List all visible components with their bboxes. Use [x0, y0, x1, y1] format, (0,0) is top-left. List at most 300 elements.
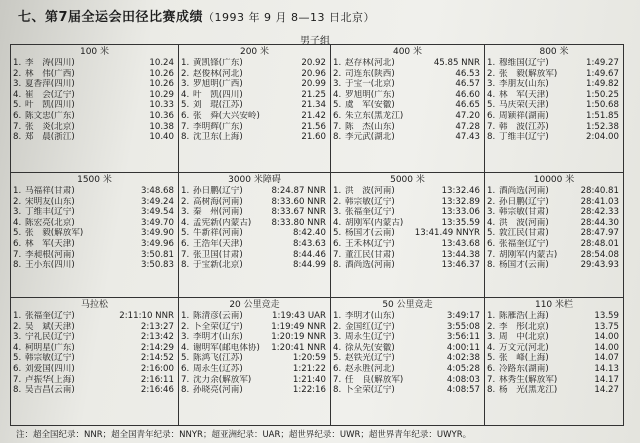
- result-row: [181, 364, 328, 375]
- result: 28:41.03: [580, 196, 619, 207]
- place: 7.: [487, 249, 496, 260]
- result: 4:00:11: [446, 342, 480, 353]
- place: 8.: [333, 385, 342, 396]
- result-row: [487, 69, 621, 80]
- result: 28:42.33: [580, 207, 619, 218]
- result-row: [333, 69, 482, 80]
- event-block: [331, 298, 485, 425]
- place: 7.: [487, 374, 496, 385]
- athlete: 洪 波(河南): [499, 217, 549, 228]
- place: 3.: [181, 207, 190, 218]
- result: 47.20: [455, 110, 480, 121]
- athlete: 吴吉昌(云南): [25, 385, 75, 396]
- place: 7.: [13, 121, 22, 132]
- athlete: 卢振华(上海): [25, 374, 75, 385]
- result-row: [333, 218, 482, 229]
- athlete: 张卫国(甘肃): [193, 249, 243, 260]
- result-row: [13, 218, 176, 229]
- result: 1:20:19 NNR: [271, 332, 326, 343]
- place: 2.: [13, 68, 22, 79]
- athlete: 陈雁浩(上海): [499, 311, 549, 321]
- result-row: [181, 322, 328, 333]
- event-name: 100 米: [79, 47, 110, 57]
- athlete: 刘 琨(江苏): [193, 100, 243, 111]
- result-row: [333, 100, 482, 111]
- result: 3:49.96: [141, 238, 174, 249]
- place: 4.: [333, 342, 342, 353]
- result: 8:24.87 NNR: [271, 186, 326, 196]
- result-row: [181, 207, 328, 218]
- result-row: [13, 207, 176, 218]
- place: 7.: [13, 249, 22, 260]
- athlete: 李元武(湖北): [345, 132, 395, 143]
- athlete: 王小东(四川): [25, 260, 75, 271]
- athlete: 陈 杰(山东): [345, 121, 395, 132]
- result: 13.59: [594, 311, 619, 321]
- result-row: [333, 332, 482, 343]
- result-row: [333, 343, 482, 354]
- result-row: [181, 111, 328, 122]
- result: 3:49.24: [141, 196, 174, 207]
- athlete: 任 良(解放军): [345, 374, 404, 385]
- result: 3:49:17: [446, 311, 480, 321]
- result-row: [181, 260, 328, 271]
- place: 6.: [333, 110, 342, 121]
- place: 5.: [13, 228, 22, 239]
- place: 8.: [181, 260, 190, 271]
- result: 20.92: [301, 58, 326, 68]
- result: 21.42: [301, 110, 326, 121]
- result-row: [333, 322, 482, 333]
- result: 2:14:29: [140, 342, 174, 353]
- result: 3:55:08: [446, 321, 480, 332]
- athlete: 张福奎(辽宁): [345, 207, 395, 218]
- place: 2.: [13, 321, 22, 332]
- result: 10.40: [149, 132, 174, 143]
- event-block: [485, 45, 623, 173]
- athlete: 韩宗敏(甘肃): [499, 207, 549, 218]
- result: 3:49.70: [141, 217, 174, 228]
- result-row: [333, 207, 482, 218]
- result-row: [181, 239, 328, 250]
- event-name: 20 公里竞走: [229, 300, 280, 310]
- athlete: 郑 晨(浙江): [25, 132, 75, 143]
- result: 10.38: [149, 121, 174, 132]
- result: 21.56: [301, 121, 326, 132]
- result-row: [333, 186, 482, 197]
- result: 1:49.67: [586, 68, 619, 79]
- athlete: 杨国才(云南): [499, 260, 549, 271]
- athlete: 徐从先(安徽): [345, 342, 395, 353]
- place: 7.: [13, 374, 22, 385]
- result: 2:16:11: [140, 374, 174, 385]
- result: 21.60: [301, 132, 326, 143]
- result-row: [181, 375, 328, 386]
- place: 1.: [181, 58, 190, 68]
- athlete: 金国红(辽宁): [345, 321, 395, 332]
- result-row: [13, 353, 176, 364]
- place: 7.: [333, 121, 342, 132]
- result: 8:33.67 NNR: [271, 207, 326, 218]
- place: 6.: [181, 110, 190, 121]
- athlete: 林 军(天津): [25, 238, 75, 249]
- place: 1.: [487, 186, 496, 196]
- athlete: 李明辉(广东): [193, 121, 243, 132]
- result: 3:49.90: [141, 228, 174, 239]
- athlete: 李朋友(山东): [499, 79, 549, 90]
- result-row: [487, 79, 621, 90]
- athlete: 叶 凯(四川): [193, 89, 243, 100]
- result-row: [487, 311, 621, 322]
- result: 20.96: [301, 68, 326, 79]
- result: 4:05:28: [446, 363, 480, 374]
- result: 10.29: [149, 89, 174, 100]
- place: 7.: [181, 374, 190, 385]
- result-row: [333, 353, 482, 364]
- result: 47.43: [455, 132, 480, 143]
- place: 5.: [487, 228, 496, 239]
- result-row: [181, 58, 328, 69]
- result: 46.57: [455, 79, 480, 90]
- page-title: [18, 6, 375, 25]
- athlete: 韩宗敏(辽宁): [345, 196, 395, 207]
- athlete: 敦江民(甘肃): [499, 228, 549, 239]
- event-name: 800 米: [539, 47, 569, 57]
- result: 13:44.38: [441, 249, 480, 260]
- event-block: [11, 173, 179, 298]
- athlete: 崔 会(辽宁): [25, 89, 75, 100]
- place: 5.: [333, 100, 342, 111]
- result-row: [333, 239, 482, 250]
- athlete: 周颖祥(湖南): [499, 110, 549, 121]
- place: 5.: [13, 353, 22, 364]
- athlete: 周永生(辽宁): [345, 332, 395, 343]
- result-row: [13, 260, 176, 271]
- result: 3:50.83: [141, 260, 174, 271]
- event-block: [11, 298, 179, 425]
- place: 3.: [181, 332, 190, 343]
- athlete: 杨国才(云南): [345, 228, 395, 239]
- result: 14.17: [594, 374, 619, 385]
- event-block: [11, 45, 179, 173]
- athlete: 穆维国(辽宁): [499, 58, 549, 68]
- athlete: 林秀生(解放军): [499, 374, 558, 385]
- place: 6.: [487, 238, 496, 249]
- athlete: 张福奎(辽宁): [25, 311, 75, 321]
- result: 2:13:27: [140, 321, 174, 332]
- result-row: [181, 79, 328, 90]
- athlete: 夏香萍(四川): [25, 79, 75, 90]
- athlete: 洪 波(河南): [345, 186, 395, 196]
- event-block: [179, 45, 331, 173]
- athlete: 牛新祥(河南): [193, 228, 243, 239]
- place: 1.: [333, 58, 342, 68]
- result: 2:04.00: [586, 132, 619, 143]
- place: 5.: [181, 228, 190, 239]
- event-name: 1500 米: [77, 175, 112, 185]
- result: 10.36: [149, 110, 174, 121]
- result: 13:35.59: [441, 217, 480, 228]
- date-subtitle: （1993 年 9 月 8—13 日北京）: [203, 11, 376, 24]
- event-block: [331, 45, 485, 173]
- result: 1:21:40: [292, 374, 326, 385]
- place: 8.: [181, 132, 190, 143]
- result: 46.60: [455, 89, 480, 100]
- result: 46.53: [455, 68, 480, 79]
- result-row: [13, 322, 176, 333]
- place: 3.: [13, 332, 22, 343]
- athlete: 胡刚军(内蒙古): [499, 249, 558, 260]
- place: 4.: [181, 89, 190, 100]
- result: 1:51.85: [586, 110, 619, 121]
- result-row: [13, 364, 176, 375]
- place: 7.: [181, 121, 190, 132]
- result: 1:49.27: [586, 58, 619, 68]
- place: 8.: [181, 385, 190, 396]
- result: 13:43.68: [441, 238, 480, 249]
- result: 2:16:46: [140, 385, 174, 396]
- result-row: [487, 90, 621, 101]
- place: 4.: [333, 217, 342, 228]
- place: 8.: [487, 385, 496, 396]
- result: 14.00: [594, 332, 619, 343]
- athlete: 柯明星(广东): [25, 342, 75, 353]
- result: 14.27: [594, 385, 619, 396]
- result: 13:33.06: [441, 207, 480, 218]
- result: 10.24: [149, 58, 174, 68]
- result-row: [181, 250, 328, 261]
- place: 6.: [487, 363, 496, 374]
- result: 10.26: [149, 79, 174, 90]
- place: 6.: [487, 110, 496, 121]
- event-block: [179, 298, 331, 425]
- place: 2.: [333, 321, 342, 332]
- result: 8:33.80 NNR: [271, 217, 326, 228]
- result-row: [487, 353, 621, 364]
- place: 2.: [487, 196, 496, 207]
- place: 7.: [487, 121, 496, 132]
- result: 45.85 NNR: [433, 58, 480, 68]
- place: 5.: [487, 100, 496, 111]
- athlete: 李明才(山东): [193, 332, 243, 343]
- place: 5.: [487, 353, 496, 364]
- result-row: [13, 90, 176, 101]
- result: 1:20:41 NNR: [271, 342, 326, 353]
- athlete: 丁维丰(辽宁): [499, 132, 549, 143]
- result-row: [13, 375, 176, 386]
- athlete: 酒尚选(河南): [345, 260, 395, 271]
- athlete: 丁维丰(辽宁): [25, 207, 75, 218]
- athlete: 万文元(河北): [499, 342, 549, 353]
- place: 3.: [487, 332, 496, 343]
- result-row: [13, 332, 176, 343]
- result-row: [487, 100, 621, 111]
- athlete: 陈鸿飞(江苏): [193, 353, 243, 364]
- place: 2.: [181, 196, 190, 207]
- athlete: 孟宪新(内蒙古): [193, 217, 252, 228]
- event-block: [485, 298, 623, 425]
- result-row: [487, 228, 621, 239]
- athlete: 李昶根(河南): [25, 249, 75, 260]
- athlete: 孙日鹏(辽宁): [499, 196, 549, 207]
- athlete: 沈卫东(上海): [193, 132, 243, 143]
- result: 1:20:59: [292, 353, 326, 364]
- athlete: 于宝新(北京): [193, 260, 243, 271]
- result-row: [333, 228, 482, 239]
- result-row: [487, 260, 621, 271]
- place: 7.: [181, 249, 190, 260]
- result-row: [333, 132, 482, 143]
- place: 4.: [13, 89, 22, 100]
- place: 1.: [333, 311, 342, 321]
- event-block: [485, 173, 623, 298]
- place: 4.: [13, 217, 22, 228]
- athlete: 李 彤(北京): [499, 321, 549, 332]
- athlete: 林 伟(广西): [25, 68, 75, 79]
- athlete: 秦 州(河南): [193, 207, 243, 218]
- result-row: [13, 122, 176, 133]
- athlete: 赵永胜(河北): [345, 363, 395, 374]
- result: 2:13:42: [140, 332, 174, 343]
- result: 3:49.54: [141, 207, 174, 218]
- result-row: [333, 79, 482, 90]
- result: 2:14:52: [140, 353, 174, 364]
- result-row: [333, 260, 482, 271]
- result-row: [333, 375, 482, 386]
- place: 6.: [13, 363, 22, 374]
- athlete: 周永生(辽苏): [193, 363, 243, 374]
- place: 1.: [487, 58, 496, 68]
- result-row: [333, 311, 482, 322]
- result: 8:44.46: [293, 249, 326, 260]
- result-row: [487, 332, 621, 343]
- result-row: [181, 343, 328, 354]
- result-row: [487, 343, 621, 354]
- place: 6.: [13, 110, 22, 121]
- result-row: [333, 364, 482, 375]
- event-name: 200 米: [239, 47, 270, 57]
- result: 4:08:03: [446, 374, 480, 385]
- result-row: [181, 353, 328, 364]
- result: 13:32.46: [441, 186, 480, 196]
- event-name: 110 米栏: [534, 300, 574, 310]
- place: 4.: [487, 342, 496, 353]
- result-row: [333, 111, 482, 122]
- result: 46.65: [455, 100, 480, 111]
- result-row: [13, 79, 176, 90]
- result-row: [487, 186, 621, 197]
- result: 20.99: [301, 79, 326, 90]
- athlete: 谢明军(邮电体协): [193, 342, 260, 353]
- result-row: [181, 90, 328, 101]
- place: 3.: [333, 207, 342, 218]
- place: 8.: [487, 132, 496, 143]
- event-name: 50 公里竞走: [382, 300, 433, 310]
- result: 14.07: [594, 353, 619, 364]
- result-row: [487, 375, 621, 386]
- result: 28:44.30: [580, 217, 619, 228]
- result-row: [13, 197, 176, 208]
- result: 1:50.25: [586, 89, 619, 100]
- result-row: [333, 250, 482, 261]
- result-row: [181, 132, 328, 143]
- result-row: [181, 69, 328, 80]
- result-row: [13, 186, 176, 197]
- result: 10.26: [149, 68, 174, 79]
- athlete: 董江民(甘肃): [345, 249, 395, 260]
- group-label: 男子组: [300, 36, 330, 47]
- result-row: [487, 218, 621, 229]
- title-text: 七、第7届全运会田径比赛成绩: [18, 10, 204, 25]
- result-row: [333, 197, 482, 208]
- result-row: [13, 228, 176, 239]
- place: 6.: [333, 363, 342, 374]
- athlete: 陈宏亮(北京): [25, 217, 75, 228]
- result-row: [181, 122, 328, 133]
- result: 47.28: [455, 121, 480, 132]
- result-row: [487, 250, 621, 261]
- place: 8.: [13, 132, 22, 143]
- result: 10.33: [149, 100, 174, 111]
- result: 8:43.63: [293, 238, 326, 249]
- place: 1.: [181, 311, 190, 321]
- result-row: [13, 132, 176, 143]
- athlete: 张 舜(大兴安岭): [193, 110, 260, 121]
- result-row: [13, 111, 176, 122]
- place: 4.: [487, 217, 496, 228]
- result-row: [13, 239, 176, 250]
- result: 8:33.60 NNR: [271, 196, 326, 207]
- place: 2.: [181, 68, 190, 79]
- athlete: 沈力余(解放军): [193, 374, 252, 385]
- place: 2.: [13, 196, 22, 207]
- place: 6.: [181, 238, 190, 249]
- place: 1.: [333, 186, 342, 196]
- place: 7.: [333, 374, 342, 385]
- event-name: 马拉松: [80, 300, 108, 310]
- place: 5.: [333, 353, 342, 364]
- place: 1.: [13, 58, 22, 68]
- result-row: [487, 207, 621, 218]
- result: 3:50.81: [141, 249, 174, 260]
- result: 13:32.89: [441, 196, 480, 207]
- athlete: 张 峰(上海): [499, 353, 549, 364]
- results-table: [10, 44, 624, 426]
- place: 1.: [13, 311, 22, 321]
- result-row: [13, 100, 176, 111]
- place: 5.: [181, 100, 190, 111]
- result: 21.34: [301, 100, 326, 111]
- place: 3.: [181, 79, 190, 90]
- result-row: [487, 132, 621, 143]
- place: 5.: [181, 353, 190, 364]
- athlete: 黄凯锋(广东): [193, 58, 243, 68]
- result: 1:49.82: [586, 79, 619, 90]
- athlete: 酒尚选(河南): [499, 186, 549, 196]
- result: 2:11:10 NNR: [119, 311, 174, 321]
- result-row: [181, 385, 328, 396]
- result-row: [13, 250, 176, 261]
- athlete: 宁礼民(辽宁): [25, 332, 75, 343]
- place: 6.: [181, 363, 190, 374]
- result-row: [181, 197, 328, 208]
- footnote: 注：超全国纪录：NNR；超全国青年纪录：NNYR；超亚洲纪录：UAR；超世界纪录：UWR；超世界青年纪录：UWYR。: [16, 430, 472, 440]
- athlete: 刘爱国(四川): [25, 363, 75, 374]
- athlete: 于宝一(北京): [345, 79, 395, 90]
- place: 4.: [333, 89, 342, 100]
- place: 2.: [487, 68, 496, 79]
- result-row: [181, 218, 328, 229]
